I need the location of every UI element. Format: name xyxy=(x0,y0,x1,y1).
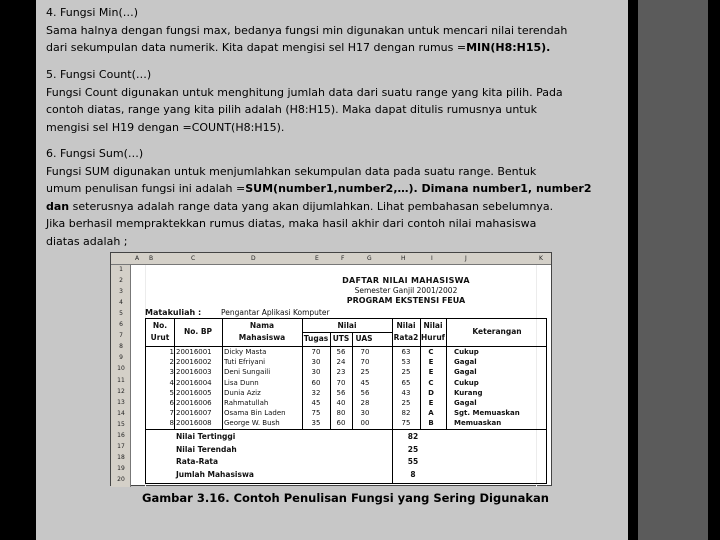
summary-value: 82 xyxy=(407,432,419,441)
cell-tugas: 75 xyxy=(311,409,321,418)
hdr-nilai: Nilai xyxy=(337,321,357,330)
cell-huruf: C xyxy=(428,378,434,387)
row-number: 6 xyxy=(119,321,123,329)
row-number: 5 xyxy=(119,310,123,318)
row-number: 19 xyxy=(117,464,125,472)
cell-rata: 43 xyxy=(401,388,411,397)
cell-bp: 20016001 xyxy=(176,348,212,356)
cell-huruf: A xyxy=(428,409,434,418)
cell-uas: 45 xyxy=(360,378,370,387)
cell-rata: 53 xyxy=(401,358,411,367)
summary-value: 8 xyxy=(410,469,416,479)
row-number: 13 xyxy=(117,398,125,406)
summary-value: 55 xyxy=(407,457,419,466)
section-sum-heading: 6. Fungsi Sum(…) xyxy=(46,147,144,160)
cell-tugas: 70 xyxy=(311,348,321,356)
cell-ket: Cukup xyxy=(454,348,479,356)
cell-nama: Rahmatullah xyxy=(224,399,269,407)
row-number: 20 xyxy=(117,475,125,483)
cell-rata: 25 xyxy=(401,399,411,407)
row-number: 10 xyxy=(117,365,125,373)
row-number: 14 xyxy=(117,409,125,417)
cell-no: 3 xyxy=(169,368,174,377)
table-row xyxy=(146,358,546,368)
section-min-line1: Sama halnya dengan fungsi max, bedanya fungsi min digunakan untuk mencari nilai terendah xyxy=(46,23,568,37)
nilai-rule xyxy=(302,332,392,333)
cell-no: 5 xyxy=(169,388,174,397)
table-row xyxy=(146,348,546,358)
cell-uts: 24 xyxy=(336,358,346,367)
hdr-urut: Urut xyxy=(150,333,170,342)
cell-uts: 56 xyxy=(336,388,346,397)
cell-rata: 65 xyxy=(401,378,411,387)
cell-tugas: 30 xyxy=(311,368,321,377)
row-number: 18 xyxy=(117,453,125,461)
cell-nama: Lisa Dunn xyxy=(224,378,259,387)
cell-bp: 20016002 xyxy=(176,358,212,367)
section-count xyxy=(46,66,614,136)
cell-rata: 75 xyxy=(401,419,411,428)
section-sum-line3: dan seterusnya adalah range data yang akan dijumlahkan. Lihat pembahasan sebelumnya. xyxy=(46,199,554,213)
cell-no: 2 xyxy=(169,358,174,367)
scroll-panel[interactable] xyxy=(638,0,708,540)
cell-ket: Cukup xyxy=(454,378,479,387)
cell-uas: 70 xyxy=(360,348,370,356)
col-header: D xyxy=(251,255,256,262)
section-sum-line2: umum penulisan fungsi ini adalah =SUM(number1,number2,…). Dimana number1, number2 xyxy=(46,182,592,195)
cell-ket: Gagal xyxy=(454,399,477,407)
summary-label: Nilai Tertinggi xyxy=(176,432,236,441)
grade-table xyxy=(145,318,547,484)
table-row xyxy=(146,368,546,378)
section-min-line2: dari sekumpulan data numerik. Kita dapat mengisi sel H17 dengan rumus =MIN(H8:H15). xyxy=(46,41,551,54)
cell-no: 4 xyxy=(169,378,174,387)
hdr-nilai2: Nilai xyxy=(396,321,416,330)
cell-ket: Kurang xyxy=(454,388,483,397)
hdr-tugas: Tugas xyxy=(303,334,329,343)
section-count-line3: mengisi sel H19 dengan =COUNT(H8:H15). xyxy=(46,120,285,134)
col-header: E xyxy=(315,255,319,262)
summary-label: Nilai Terendah xyxy=(176,444,237,454)
section-count-line2: contoh diatas, range yang kita pilih adalah (H8:H15). Maka dapat ditulis rumusnya untuk xyxy=(46,103,537,116)
cell-bp: 20016007 xyxy=(176,409,212,418)
cell-huruf: E xyxy=(428,358,434,367)
table-row xyxy=(146,389,546,399)
col-header: K xyxy=(539,255,543,262)
column-header-bar xyxy=(111,253,551,265)
cell-uts: 56 xyxy=(336,348,346,356)
hdr-mahasiswa: Mahasiswa xyxy=(238,333,286,342)
sheet-semester: Semester Ganjil 2001/2002 xyxy=(354,286,458,295)
summary-row xyxy=(176,445,536,456)
row-number: 17 xyxy=(117,442,125,450)
hdr-nilai3: Nilai xyxy=(423,321,443,330)
row-number: 12 xyxy=(117,387,125,395)
cell-huruf: B xyxy=(428,419,434,428)
cell-ket: Gagal xyxy=(454,368,477,377)
section-sum-line4: Jika berhasil mempraktekkan rumus diatas, maka hasil akhir dari contoh nilai mahasiswa xyxy=(46,217,537,230)
sheet-title: DAFTAR NILAI MAHASISWA xyxy=(342,276,470,285)
row-number: 1 xyxy=(119,266,123,273)
cell-ket: Gagal xyxy=(454,358,477,367)
col-header: F xyxy=(341,255,345,262)
cell-rata: 25 xyxy=(401,368,411,377)
row-header-bar xyxy=(111,265,131,487)
summary-row xyxy=(176,432,536,443)
summary-label: Jumlah Mahasiswa xyxy=(176,469,254,479)
hdr-keterangan: Keterangan xyxy=(472,327,522,336)
col-header: A xyxy=(135,255,140,262)
row-number: 11 xyxy=(117,376,125,384)
summary-row xyxy=(176,470,536,481)
row-number: 3 xyxy=(119,288,123,296)
cell-rata: 82 xyxy=(401,409,411,418)
matakuliah-label: Matakuliah : xyxy=(145,308,202,317)
cell-uas: 00 xyxy=(360,419,370,428)
cell-bp: 20016004 xyxy=(176,378,212,387)
summary-label: Rata-Rata xyxy=(176,457,219,466)
section-count-heading: 5. Fungsi Count(…) xyxy=(46,68,152,81)
matakuliah-value: Pengantar Aplikasi Komputer xyxy=(221,308,330,317)
spreadsheet-figure xyxy=(110,252,552,486)
cell-uas: 28 xyxy=(360,399,370,407)
cell-ket: Memuaskan xyxy=(454,419,502,428)
cell-uts: 70 xyxy=(336,378,346,387)
cell-tugas: 30 xyxy=(311,358,321,367)
col-header: B xyxy=(149,255,154,262)
hdr-uas: UAS xyxy=(355,334,373,343)
sheet-program: PROGRAM EKSTENSI FEUA xyxy=(346,296,466,305)
cell-nama: Dunia Aziz xyxy=(224,388,261,397)
cell-tugas: 60 xyxy=(311,378,321,387)
cell-nama: Tuti Efriyani xyxy=(224,358,266,367)
figure-caption: Gambar 3.16. Contoh Penulisan Fungsi yang Sering Digunakan xyxy=(142,491,549,505)
cell-nama: Dicky Masta xyxy=(224,348,267,356)
cell-no: 6 xyxy=(169,399,174,407)
cell-uas: 70 xyxy=(360,358,370,367)
cell-bp: 20016008 xyxy=(176,419,212,428)
col-header: I xyxy=(431,255,433,262)
cell-no: 7 xyxy=(169,409,174,418)
cell-bp: 20016003 xyxy=(176,368,212,377)
cell-uas: 25 xyxy=(360,368,370,377)
hdr-nama: Nama xyxy=(249,321,275,330)
row-number: 2 xyxy=(119,277,123,285)
cell-uts: 23 xyxy=(336,368,346,377)
col-header: H xyxy=(401,255,406,262)
col-header: C xyxy=(191,255,196,262)
row-number: 4 xyxy=(119,299,123,307)
row-number: 15 xyxy=(117,420,125,428)
summary-value: 25 xyxy=(407,444,419,454)
cell-rata: 63 xyxy=(401,348,411,356)
hdr-uts: UTS xyxy=(332,334,350,343)
cell-bp: 20016005 xyxy=(176,388,212,397)
summary-row xyxy=(176,457,536,468)
cell-huruf: E xyxy=(428,399,434,407)
cell-uts: 40 xyxy=(336,399,346,407)
cell-nama: Deni Sungaili xyxy=(224,368,271,377)
section-min xyxy=(46,4,614,57)
cell-no: 1 xyxy=(169,348,174,356)
hdr-huruf: Huruf xyxy=(421,333,445,342)
header-rule xyxy=(146,346,546,347)
table-row xyxy=(146,399,546,409)
cell-nama: George W. Bush xyxy=(224,419,280,428)
cell-huruf: C xyxy=(428,348,434,356)
min-formula: MIN(H8:H15). xyxy=(466,41,551,54)
cell-uas: 30 xyxy=(360,409,370,418)
cell-huruf: D xyxy=(428,388,434,397)
section-count-line1: Fungsi Count digunakan untuk menghitung jumlah data dari suatu range yang kita pilih. Pada xyxy=(46,85,563,99)
row-number: 8 xyxy=(119,343,123,351)
section-sum-line1: Fungsi SUM digunakan untuk menjumlahkan sekumpulan data pada suatu range. Bentuk xyxy=(46,164,537,178)
cell-nama: Osama Bin Laden xyxy=(224,409,286,418)
table-row xyxy=(146,379,546,389)
cell-uts: 80 xyxy=(336,409,346,418)
cell-bp: 20016006 xyxy=(176,399,212,407)
hdr-no: No. xyxy=(152,321,168,330)
section-sum xyxy=(46,145,614,250)
hdr-nobp: No. BP xyxy=(183,327,213,336)
row-number: 9 xyxy=(119,354,123,362)
cell-ket: Sgt. Memuaskan xyxy=(454,409,520,418)
cell-tugas: 32 xyxy=(311,388,321,397)
cell-uts: 60 xyxy=(336,419,346,428)
cell-no: 8 xyxy=(169,419,174,428)
cell-tugas: 45 xyxy=(311,399,321,407)
cell-tugas: 35 xyxy=(311,419,321,428)
table-row xyxy=(146,409,546,419)
row-number: 7 xyxy=(119,332,123,340)
hdr-rata2: Rata2 xyxy=(393,333,419,342)
cell-uas: 56 xyxy=(360,388,370,397)
table-row xyxy=(146,419,546,429)
col-header: G xyxy=(367,255,372,262)
row-number: 16 xyxy=(117,431,125,439)
section-sum-line5: diatas adalah ; xyxy=(46,234,128,248)
section-min-heading: 4. Fungsi Min(…) xyxy=(46,6,139,19)
sum-formula: SUM(number1,number2,…). Dimana number1, number2 xyxy=(245,182,592,195)
cell-huruf: E xyxy=(428,368,434,377)
col-header: J xyxy=(465,255,467,262)
